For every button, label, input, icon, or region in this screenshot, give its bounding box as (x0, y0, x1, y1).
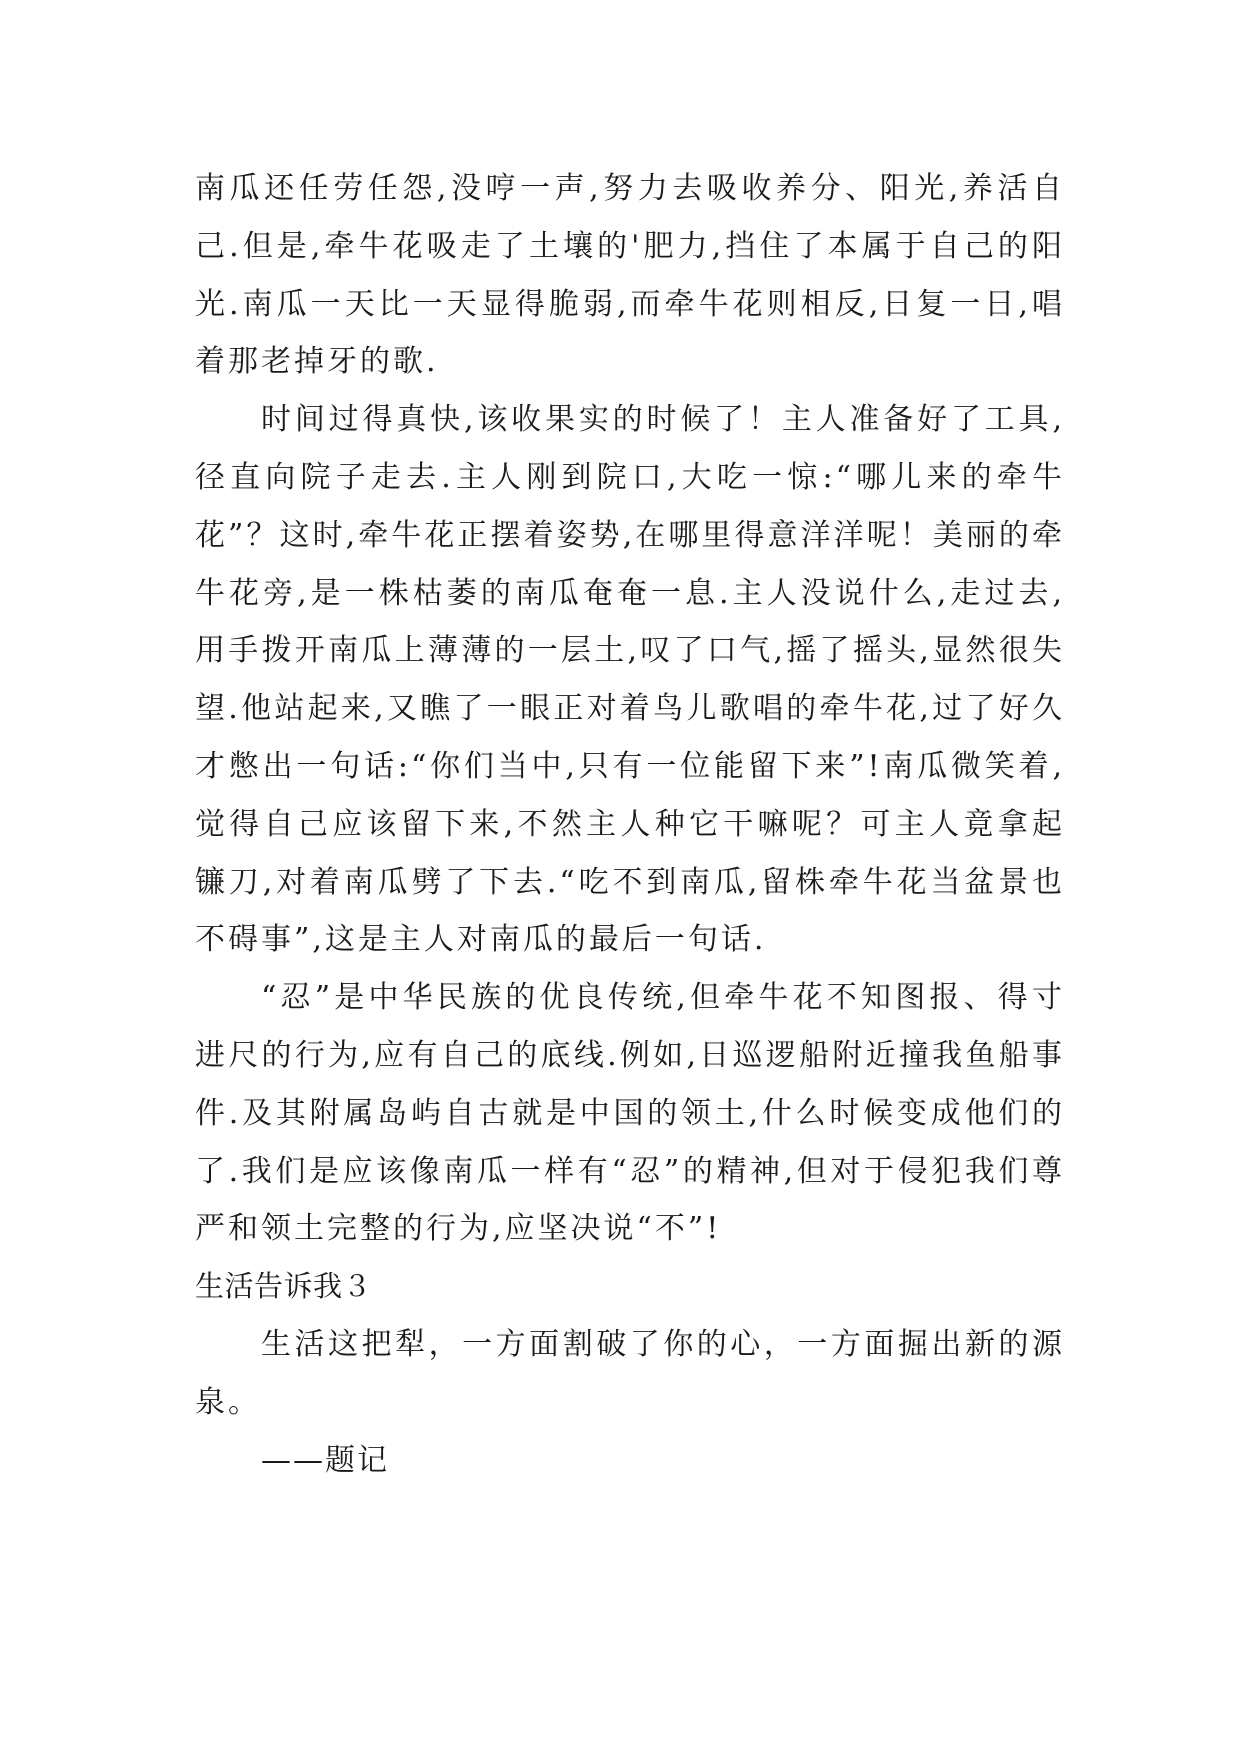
section-heading: 生活告诉我３ (195, 1269, 373, 1304)
epigraph-signature: ——题记 (261, 1442, 389, 1478)
epigraph-quote: 生活这把犁，一方面割破了你的心，一方面掘出新的源泉。 (195, 1326, 1065, 1420)
paragraph-3: “忍”是中华民族的优良传统,但牵牛花不知图报、得寸进尺的行为,应有自己的底线.例如,日巡逻船附近撞我鱼船事件.及其附属岛屿自古就是中国的领土,什么时候变成他们的了.我们是应该像南瓜一样有“忍”的精神,但对于侵犯我们尊严和领土完整的行为,应坚决说“不”! (195, 980, 1065, 1247)
paragraph-1: 南瓜还任劳任怨,没哼一声,努力去吸收养分、阳光,养活自己.但是,牵牛花吸走了土壤的'肥力,挡住了本属于自己的阳光.南瓜一天比一天显得脆弱,而牵牛花则相反,日复一日,唱着那老掉牙的歌. (195, 171, 1065, 380)
document-body (195, 160, 1065, 1489)
paragraph-2: 时间过得真快,该收果实的时候了！主人准备好了工具,径直向院子走去.主人刚到院口,大吃一惊:“哪儿来的牵牛花”？这时,牵牛花正摆着姿势,在哪里得意洋洋呢！美丽的牵牛花旁,是一株枯萎的南瓜奄奄一息.主人没说什么,走过去,用手拨开南瓜上薄薄的一层土,叹了口气,摇了摇头,显然很失望.他站起来,又瞧了一眼正对着鸟儿歌唱的牵牛花,过了好久才憋出一句话:“你们当中,只有一位能留下来”!南瓜微笑着,觉得自己应该留下来,不然主人种它干嘛呢？可主人竟拿起镰刀,对着南瓜劈了下去.“吃不到南瓜,留株牵牛花当盆景也不碍事”,这是主人对南瓜的最后一句话. (195, 402, 1065, 958)
